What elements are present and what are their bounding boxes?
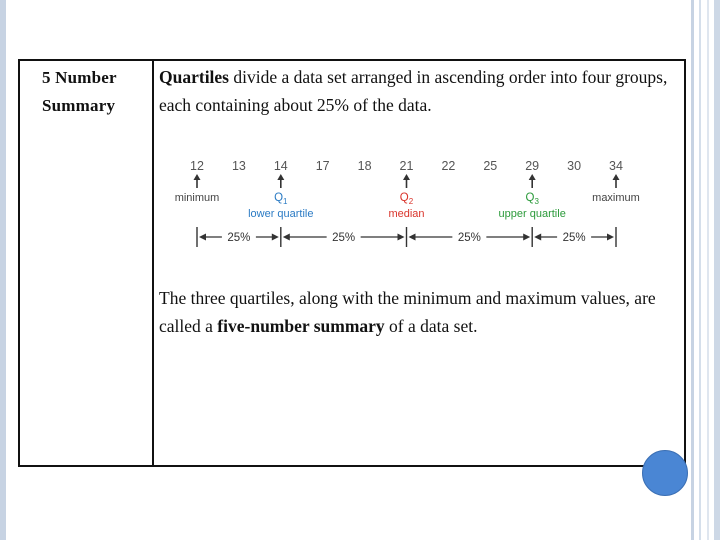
marker-arrow-head bbox=[613, 174, 620, 180]
five-number-summary-term: five-number summary bbox=[217, 316, 385, 336]
data-value: 22 bbox=[441, 159, 456, 173]
left-edge-stripe bbox=[0, 0, 6, 540]
five-number-summary-text bbox=[159, 284, 684, 340]
segment-percent: 25% bbox=[457, 232, 481, 244]
segment-arrow-left bbox=[534, 234, 541, 241]
data-value: 12 bbox=[190, 159, 204, 173]
right-edge-stripe bbox=[699, 0, 701, 540]
segment-arrow-left bbox=[199, 234, 206, 241]
data-value: 18 bbox=[357, 159, 372, 173]
summary-tail: of a data set. bbox=[384, 316, 478, 336]
data-value: 25 bbox=[483, 159, 498, 173]
marker-label: maximum bbox=[592, 192, 640, 204]
quartile-note: upper quartile bbox=[498, 208, 566, 220]
column-divider bbox=[152, 61, 154, 465]
row-label-line2: Summary bbox=[42, 96, 116, 115]
segment-arrow-right bbox=[272, 234, 279, 241]
data-value: 13 bbox=[231, 159, 246, 173]
row-label bbox=[42, 64, 142, 120]
segment-arrow-right bbox=[523, 234, 530, 241]
data-value: 21 bbox=[399, 159, 414, 173]
segment-arrow-left bbox=[409, 234, 416, 241]
quartile-subscript: 3 bbox=[534, 197, 539, 206]
quartile-symbol: $Q_3$ bbox=[525, 192, 539, 206]
segment-percent: 25% bbox=[562, 232, 586, 244]
segment-arrow-right bbox=[398, 234, 405, 241]
quartile-symbol: $Q_2$ bbox=[399, 192, 414, 206]
data-value: 17 bbox=[315, 159, 330, 173]
quartile-diagram bbox=[155, 90, 665, 260]
slide-corner-circle bbox=[642, 450, 688, 496]
segment-arrow-right bbox=[607, 234, 614, 241]
right-edge-stripe bbox=[714, 0, 720, 540]
right-edge-stripe bbox=[691, 0, 694, 540]
segment-arrow-left bbox=[283, 234, 290, 241]
quartile-subscript: 1 bbox=[283, 197, 288, 206]
summary-lead: The three quartiles, along with the minimum and maximum values, are called a bbox=[159, 288, 656, 336]
marker-arrow-head bbox=[194, 174, 201, 180]
quartile-note: median bbox=[388, 208, 425, 220]
row-label-line1: 5 Number bbox=[42, 68, 117, 87]
quartiles-text: divide a data set arranged in ascending order into four groups, each containing about 25% of the data. bbox=[159, 67, 668, 115]
quartiles-term: Quartiles bbox=[159, 67, 229, 87]
data-value: 14 bbox=[273, 159, 288, 173]
segment-percent: 25% bbox=[227, 232, 251, 244]
right-edge-stripe bbox=[707, 0, 709, 540]
segment-percent: 25% bbox=[332, 232, 356, 244]
quartile-subscript: 2 bbox=[408, 197, 414, 206]
data-value: 29 bbox=[525, 159, 540, 173]
data-value: 30 bbox=[567, 159, 582, 173]
quartile-note: lower quartile bbox=[248, 208, 314, 220]
marker-label: minimum bbox=[174, 192, 220, 204]
marker-arrow-head bbox=[277, 174, 284, 180]
marker-arrow-head bbox=[403, 174, 410, 180]
data-value: 34 bbox=[609, 159, 623, 173]
quartile-symbol: $Q_1$ bbox=[274, 192, 288, 206]
marker-arrow-head bbox=[529, 174, 536, 180]
